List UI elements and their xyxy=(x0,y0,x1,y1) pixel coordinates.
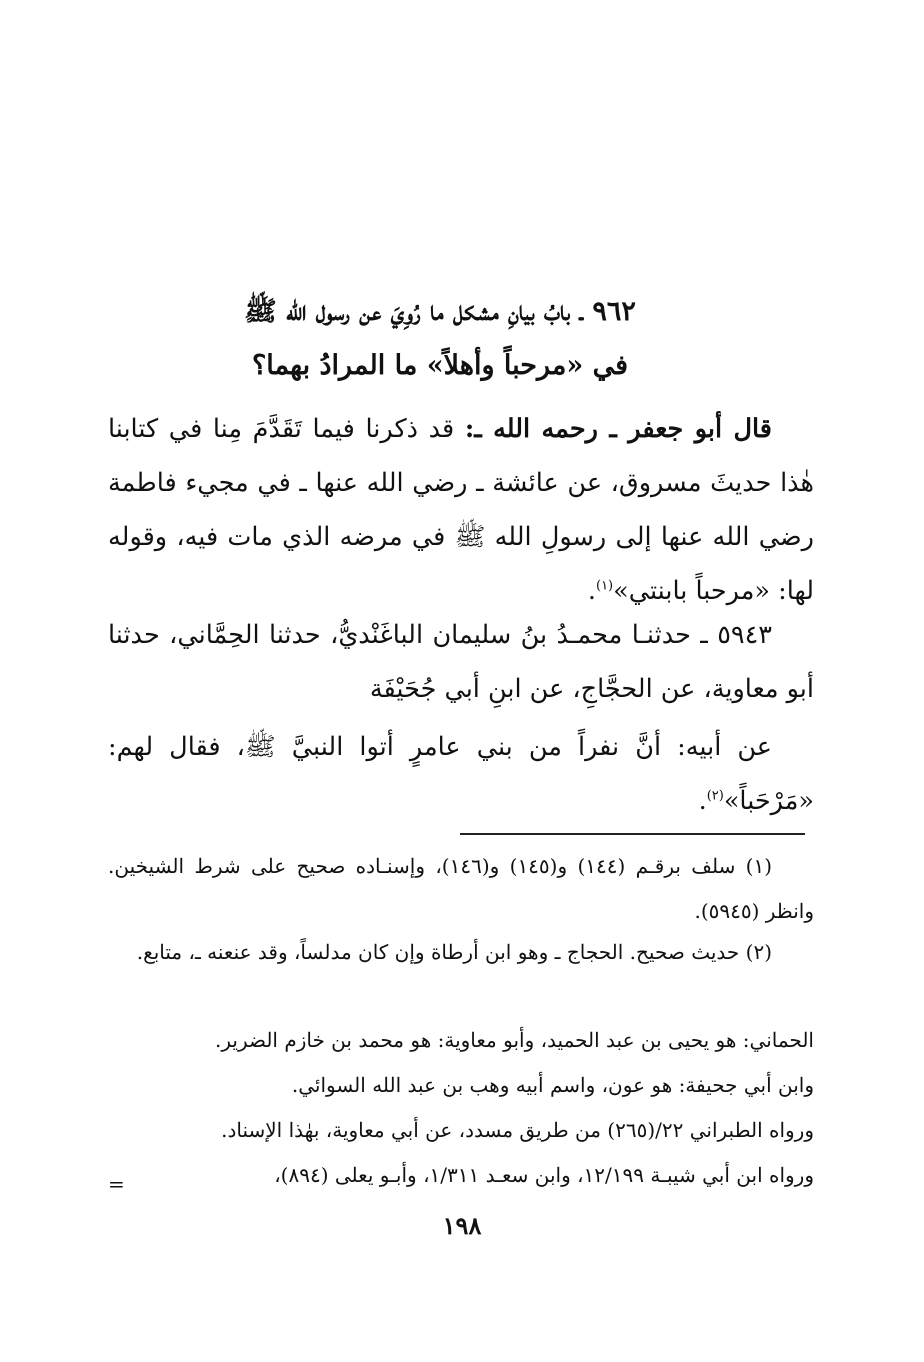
footnote-ref-2: (٢) xyxy=(706,788,724,804)
page-number: ١٩٨ xyxy=(442,1211,482,1240)
narrator-lead: قال أبو جعفر ـ رحمه الله ـ: xyxy=(464,414,772,444)
chapter-heading-line-2: في «مرحباً وأهلاً» ما المرادُ بهما؟ xyxy=(251,350,629,381)
hadith-text-end: . xyxy=(698,786,707,816)
footnote-2: (٢) حديث صحيح. الحجاج ـ وهو ابن أرطاة وإن كان مدلساً، وقد عنعنه ـ، متابع. xyxy=(136,940,772,964)
hadith-chain: ٥٩٤٣ ـ حدثنـا محمـدُ بنُ سليمان الباغَنْديُّ، حدثنا الحِمَّاني، حدثنا أبو معاوية، عن الحجَّاجِ، عن ابنِ أبي جُحَيْفَة xyxy=(108,620,814,704)
footnote-2-details xyxy=(108,1018,814,1198)
footnote-separator xyxy=(460,833,805,835)
footnote-detail-line: الحماني: هو يحيى بن عبد الحميد، وأبو معاوية: هو محمد بن خازم الضرير. xyxy=(214,1028,814,1052)
hadith-text xyxy=(108,720,814,828)
chapter-heading-line-1: ٩٦٢ ـ بابُ بيانِ مشكل ما رُوِيَ عن رسول الله ﷺ xyxy=(244,296,636,327)
footnote-1: (١) سلف برقـم (١٤٤) و(١٤٥) و(١٤٦)، وإسنـاده صحيح على شرط الشيخين. وانظر (٥٩٤٥). xyxy=(108,854,814,923)
footnote-detail-line: وابن أبي جحيفة: هو عون، واسم أبيه وهب بن عبد الله السوائي. xyxy=(291,1073,814,1097)
footnote-detail-line: ورواه ابن أبي شيبـة ١٢/١٩٩، وابن سعـد ١/٣١١، وأبـو يعلى (٨٩٤)، xyxy=(274,1163,814,1187)
footnote-detail-line: ورواه الطبراني ٢٢/(٢٦٥) من طريق مسدد، عن أبي معاوية، بهٰذا الإسناد. xyxy=(221,1118,814,1142)
paragraph-intro xyxy=(108,402,814,618)
hadith-text-body: عن أبيه: أنَّ نفراً من بني عامرٍ أتوا النبيَّ ﷺ، فقال لهم: «مَرْحَباً» xyxy=(108,732,814,816)
footnote-ref-1: (١) xyxy=(595,578,614,594)
continuation-mark: = xyxy=(108,1172,125,1196)
paragraph-intro-text: قد ذكرنا فيما تَقَدَّمَ مِنا في كتابنا هٰذا حديثَ مسروق، عن عائشة ـ رضي الله عنها ـ في مجيء فاطمة رضي الله عنها إلى رسولِ الله ﷺ في مرضه الذي مات فيه، وقوله لها: «مرحباً بابنتي» xyxy=(108,414,814,606)
paragraph-intro-end: . xyxy=(587,576,596,606)
